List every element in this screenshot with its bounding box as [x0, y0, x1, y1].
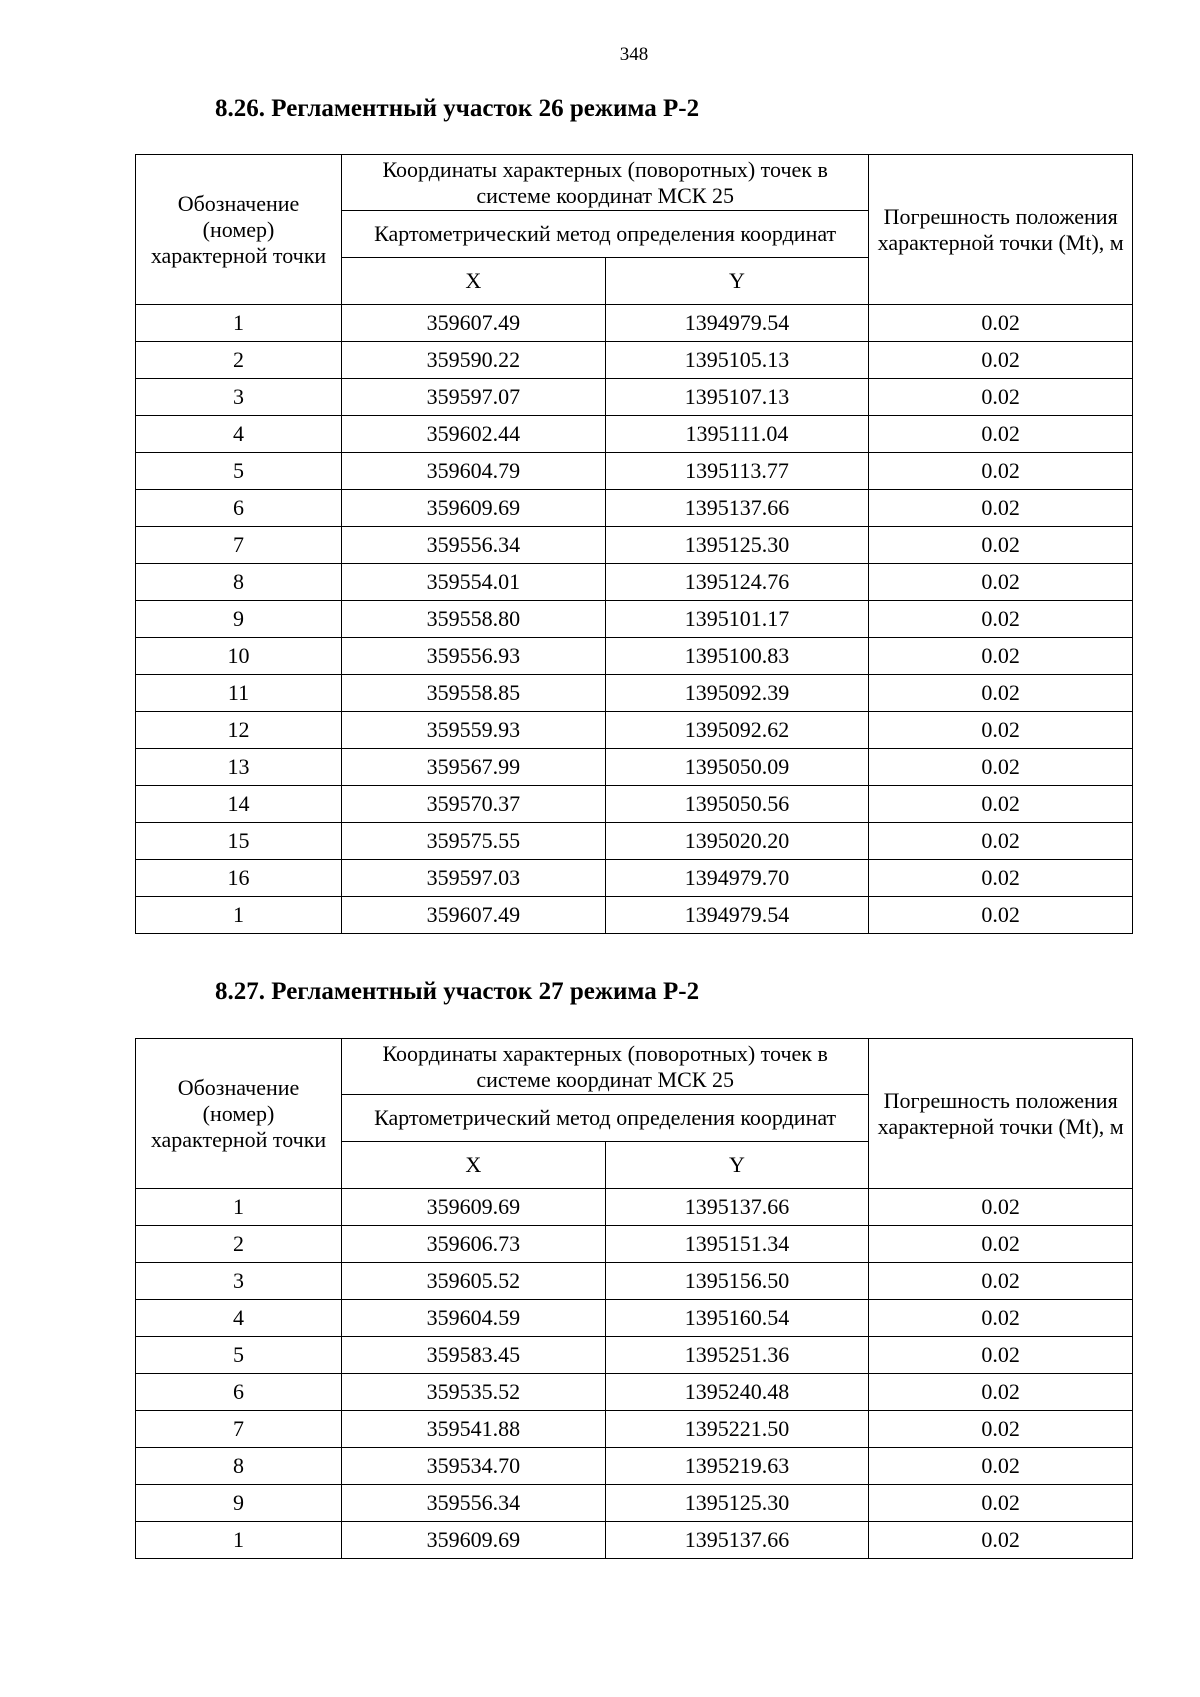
cell-x: 359590.22	[342, 342, 606, 379]
table-row	[136, 1522, 1133, 1559]
cell-point-number: 12	[136, 712, 342, 749]
cell-point-number: 15	[136, 823, 342, 860]
cell-point-number: 9	[136, 601, 342, 638]
cell-point-number: 3	[136, 1263, 342, 1300]
cell-y: 1395125.30	[605, 1485, 869, 1522]
cell-error: 0.02	[869, 1189, 1133, 1226]
cell-x: 359554.01	[342, 564, 606, 601]
cell-y: 1395100.83	[605, 638, 869, 675]
cell-y: 1395105.13	[605, 342, 869, 379]
cell-x: 359558.80	[342, 601, 606, 638]
cell-error: 0.02	[869, 1448, 1133, 1485]
coordinates-table-26	[135, 154, 1133, 934]
header-y: Y	[605, 258, 869, 305]
cell-y: 1395251.36	[605, 1337, 869, 1374]
cell-y: 1395101.17	[605, 601, 869, 638]
cell-error: 0.02	[869, 1374, 1133, 1411]
cell-point-number: 8	[136, 564, 342, 601]
cell-y: 1395219.63	[605, 1448, 869, 1485]
cell-y: 1395151.34	[605, 1226, 869, 1263]
cell-error: 0.02	[869, 860, 1133, 897]
table-row	[136, 823, 1133, 860]
cell-point-number: 11	[136, 675, 342, 712]
cell-y: 1395124.76	[605, 564, 869, 601]
table-row	[136, 1337, 1133, 1374]
table-row	[136, 1226, 1133, 1263]
table-row	[136, 897, 1133, 934]
header-x: X	[342, 258, 606, 305]
table-row	[136, 490, 1133, 527]
cell-y: 1395020.20	[605, 823, 869, 860]
header-coordinates: Координаты характерных (поворотных) точек в системе координат МСК 25	[342, 1039, 869, 1095]
cell-error: 0.02	[869, 823, 1133, 860]
header-error: Погрешность положения характерной точки (Mt), м	[869, 155, 1133, 305]
cell-point-number: 13	[136, 749, 342, 786]
cell-x: 359541.88	[342, 1411, 606, 1448]
cell-point-number: 3	[136, 379, 342, 416]
header-point-number: Обозначение (номер) характерной точки	[136, 1039, 342, 1189]
cell-y: 1395137.66	[605, 1522, 869, 1559]
cell-y: 1394979.54	[605, 305, 869, 342]
cell-x: 359583.45	[342, 1337, 606, 1374]
cell-x: 359609.69	[342, 1522, 606, 1559]
cell-y: 1395107.13	[605, 379, 869, 416]
cell-error: 0.02	[869, 305, 1133, 342]
cell-error: 0.02	[869, 490, 1133, 527]
cell-point-number: 6	[136, 490, 342, 527]
cell-point-number: 16	[136, 860, 342, 897]
table-row	[136, 416, 1133, 453]
table-row	[136, 638, 1133, 675]
cell-y: 1395156.50	[605, 1263, 869, 1300]
cell-y: 1395092.62	[605, 712, 869, 749]
cell-point-number: 10	[136, 638, 342, 675]
table-row	[136, 1448, 1133, 1485]
cell-y: 1395137.66	[605, 490, 869, 527]
cell-y: 1395125.30	[605, 527, 869, 564]
cell-error: 0.02	[869, 1522, 1133, 1559]
section-title-27: 8.27. Регламентный участок 27 режима Р-2	[215, 978, 700, 1005]
table-row	[136, 1485, 1133, 1522]
cell-x: 359604.59	[342, 1300, 606, 1337]
header-coordinates: Координаты характерных (поворотных) точек в системе координат МСК 25	[342, 155, 869, 211]
cell-error: 0.02	[869, 897, 1133, 934]
table-row	[136, 786, 1133, 823]
cell-error: 0.02	[869, 1485, 1133, 1522]
cell-error: 0.02	[869, 1337, 1133, 1374]
table-row	[136, 342, 1133, 379]
table-row	[136, 453, 1133, 490]
cell-error: 0.02	[869, 1263, 1133, 1300]
section-title-26: 8.26. Регламентный участок 26 режима Р-2	[215, 95, 700, 122]
cell-error: 0.02	[869, 1411, 1133, 1448]
cell-y: 1394979.54	[605, 897, 869, 934]
cell-point-number: 2	[136, 1226, 342, 1263]
header-error: Погрешность положения характерной точки (Mt), м	[869, 1039, 1133, 1189]
table-row	[136, 860, 1133, 897]
page-number: 348	[619, 44, 649, 65]
cell-x: 359607.49	[342, 897, 606, 934]
cell-point-number: 5	[136, 453, 342, 490]
cell-x: 359607.49	[342, 305, 606, 342]
cell-x: 359602.44	[342, 416, 606, 453]
cell-x: 359558.85	[342, 675, 606, 712]
cell-x: 359556.34	[342, 527, 606, 564]
header-x: X	[342, 1142, 606, 1189]
cell-point-number: 6	[136, 1374, 342, 1411]
cell-x: 359559.93	[342, 712, 606, 749]
cell-error: 0.02	[869, 379, 1133, 416]
table-row	[136, 1300, 1133, 1337]
cell-point-number: 9	[136, 1485, 342, 1522]
table-row	[136, 1374, 1133, 1411]
cell-x: 359556.93	[342, 638, 606, 675]
table-row	[136, 1263, 1133, 1300]
cell-y: 1395240.48	[605, 1374, 869, 1411]
cell-x: 359604.79	[342, 453, 606, 490]
cell-x: 359609.69	[342, 1189, 606, 1226]
table-row	[136, 379, 1133, 416]
cell-point-number: 2	[136, 342, 342, 379]
header-y: Y	[605, 1142, 869, 1189]
cell-y: 1395137.66	[605, 1189, 869, 1226]
cell-x: 359535.52	[342, 1374, 606, 1411]
coordinates-table-27	[135, 1038, 1133, 1559]
table-row	[136, 712, 1133, 749]
cell-point-number: 14	[136, 786, 342, 823]
table-row	[136, 305, 1133, 342]
cell-point-number: 7	[136, 527, 342, 564]
cell-y: 1395050.09	[605, 749, 869, 786]
cell-point-number: 1	[136, 1522, 342, 1559]
cell-y: 1395221.50	[605, 1411, 869, 1448]
cell-point-number: 7	[136, 1411, 342, 1448]
cell-point-number: 1	[136, 1189, 342, 1226]
cell-x: 359570.37	[342, 786, 606, 823]
cell-error: 0.02	[869, 527, 1133, 564]
cell-point-number: 8	[136, 1448, 342, 1485]
cell-error: 0.02	[869, 786, 1133, 823]
cell-error: 0.02	[869, 749, 1133, 786]
table-row	[136, 564, 1133, 601]
table-row	[136, 527, 1133, 564]
cell-x: 359605.52	[342, 1263, 606, 1300]
cell-x: 359556.34	[342, 1485, 606, 1522]
cell-error: 0.02	[869, 712, 1133, 749]
cell-point-number: 1	[136, 305, 342, 342]
cell-error: 0.02	[869, 342, 1133, 379]
cell-x: 359597.07	[342, 379, 606, 416]
cell-error: 0.02	[869, 601, 1133, 638]
cell-error: 0.02	[869, 416, 1133, 453]
table-row	[136, 675, 1133, 712]
cell-y: 1395050.56	[605, 786, 869, 823]
cell-x: 359567.99	[342, 749, 606, 786]
cell-x: 359575.55	[342, 823, 606, 860]
header-point-number: Обозначение (номер) характерной точки	[136, 155, 342, 305]
cell-error: 0.02	[869, 675, 1133, 712]
table-row	[136, 1189, 1133, 1226]
cell-error: 0.02	[869, 1226, 1133, 1263]
cell-y: 1395160.54	[605, 1300, 869, 1337]
cell-error: 0.02	[869, 1300, 1133, 1337]
cell-point-number: 4	[136, 416, 342, 453]
cell-x: 359597.03	[342, 860, 606, 897]
cell-x: 359534.70	[342, 1448, 606, 1485]
table-row	[136, 601, 1133, 638]
cell-x: 359609.69	[342, 490, 606, 527]
cell-error: 0.02	[869, 638, 1133, 675]
cell-y: 1395092.39	[605, 675, 869, 712]
cell-x: 359606.73	[342, 1226, 606, 1263]
table-row	[136, 749, 1133, 786]
cell-y: 1395113.77	[605, 453, 869, 490]
cell-error: 0.02	[869, 453, 1133, 490]
cell-y: 1394979.70	[605, 860, 869, 897]
header-method: Картометрический метод определения координат	[342, 211, 869, 258]
cell-point-number: 1	[136, 897, 342, 934]
header-method: Картометрический метод определения координат	[342, 1095, 869, 1142]
table-row	[136, 1411, 1133, 1448]
cell-point-number: 5	[136, 1337, 342, 1374]
cell-point-number: 4	[136, 1300, 342, 1337]
cell-error: 0.02	[869, 564, 1133, 601]
cell-y: 1395111.04	[605, 416, 869, 453]
